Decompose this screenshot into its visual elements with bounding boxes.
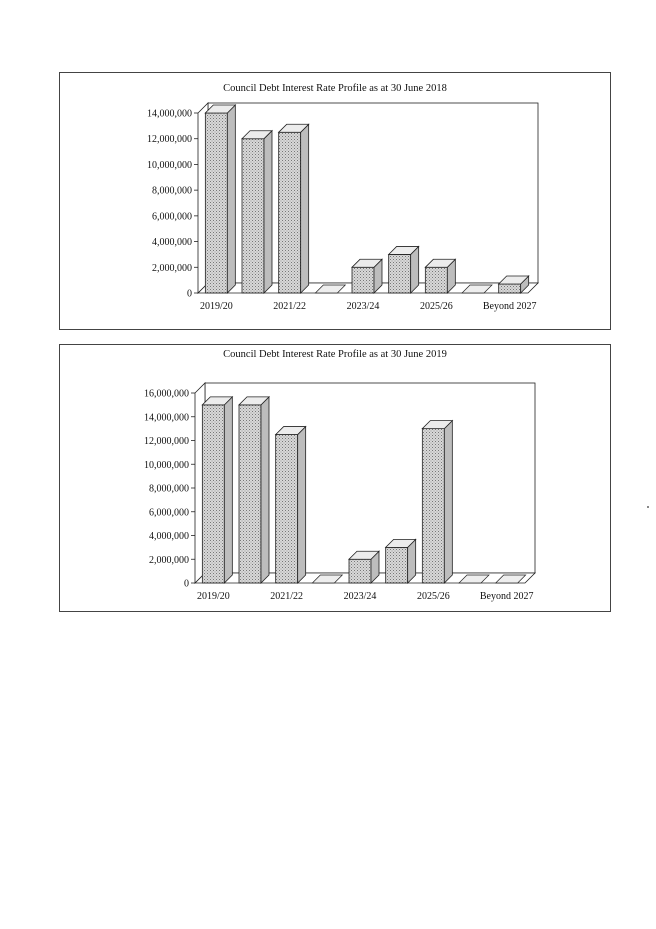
y-tick-label: 4,000,000 [149,531,189,542]
x-tick-label: 2021/22 [273,301,307,312]
bar-2023-24 [352,259,382,293]
bar-2020-21 [242,131,272,293]
y-tick-label: 8,000,000 [149,483,189,495]
chart-2019 [60,345,612,613]
y-tick-label: 12,000,000 [144,436,189,447]
chart-panel-2019 [59,344,611,612]
y-tick-label: 10,000,000 [144,459,189,471]
y-tick-label: 8,000,000 [152,185,192,197]
y-tick-label: 10,000,000 [147,159,192,171]
chart-title-2018: Council Debt Interest Rate Profile as at 30 June 2018 [223,83,447,94]
chart-title-2019: Council Debt Interest Rate Profile as at 30 June 2019 [223,349,447,360]
y-tick-label: 14,000,000 [144,412,189,424]
x-tick-label: 2019/20 [199,301,233,312]
x-tick-label: 2025/26 [416,591,450,602]
x-tick-label: 2019/20 [196,591,230,602]
bar-2023-24 [349,551,379,583]
y-tick-label: 2,000,000 [149,554,189,566]
y-tick-label: 0 [187,288,192,300]
y-tick-label: 6,000,000 [149,507,189,519]
y-tick-label: 14,000,000 [147,108,192,120]
chart-2018 [60,73,612,331]
bar-2021-22 [279,124,309,293]
y-tick-label: 0 [184,578,189,590]
bar-2024-25 [389,246,419,293]
x-tick-label: 2023/24 [346,301,380,312]
x-tick-label: 2025/26 [419,301,453,312]
y-tick-label: 16,000,000 [144,388,189,400]
bar-2021-22 [276,427,306,583]
y-tick-label: 12,000,000 [147,134,192,146]
bar-2019-20 [205,105,235,293]
x-tick-label: 2023/24 [343,591,377,602]
scan-speck [647,506,649,508]
bar-2024-25 [386,539,416,583]
y-tick-label: 4,000,000 [152,237,192,249]
bar-2019-20 [202,397,232,583]
chart-panel-2018 [59,72,611,330]
bar-2025-26 [422,421,452,583]
y-tick-label: 6,000,000 [152,211,192,223]
x-tick-label: Beyond 2027 [479,591,534,602]
x-tick-label: Beyond 2027 [482,301,537,312]
x-tick-label: 2021/22 [270,591,304,602]
bar-2020-21 [239,397,269,583]
bar-2025-26 [425,259,455,293]
y-tick-label: 2,000,000 [152,262,192,274]
